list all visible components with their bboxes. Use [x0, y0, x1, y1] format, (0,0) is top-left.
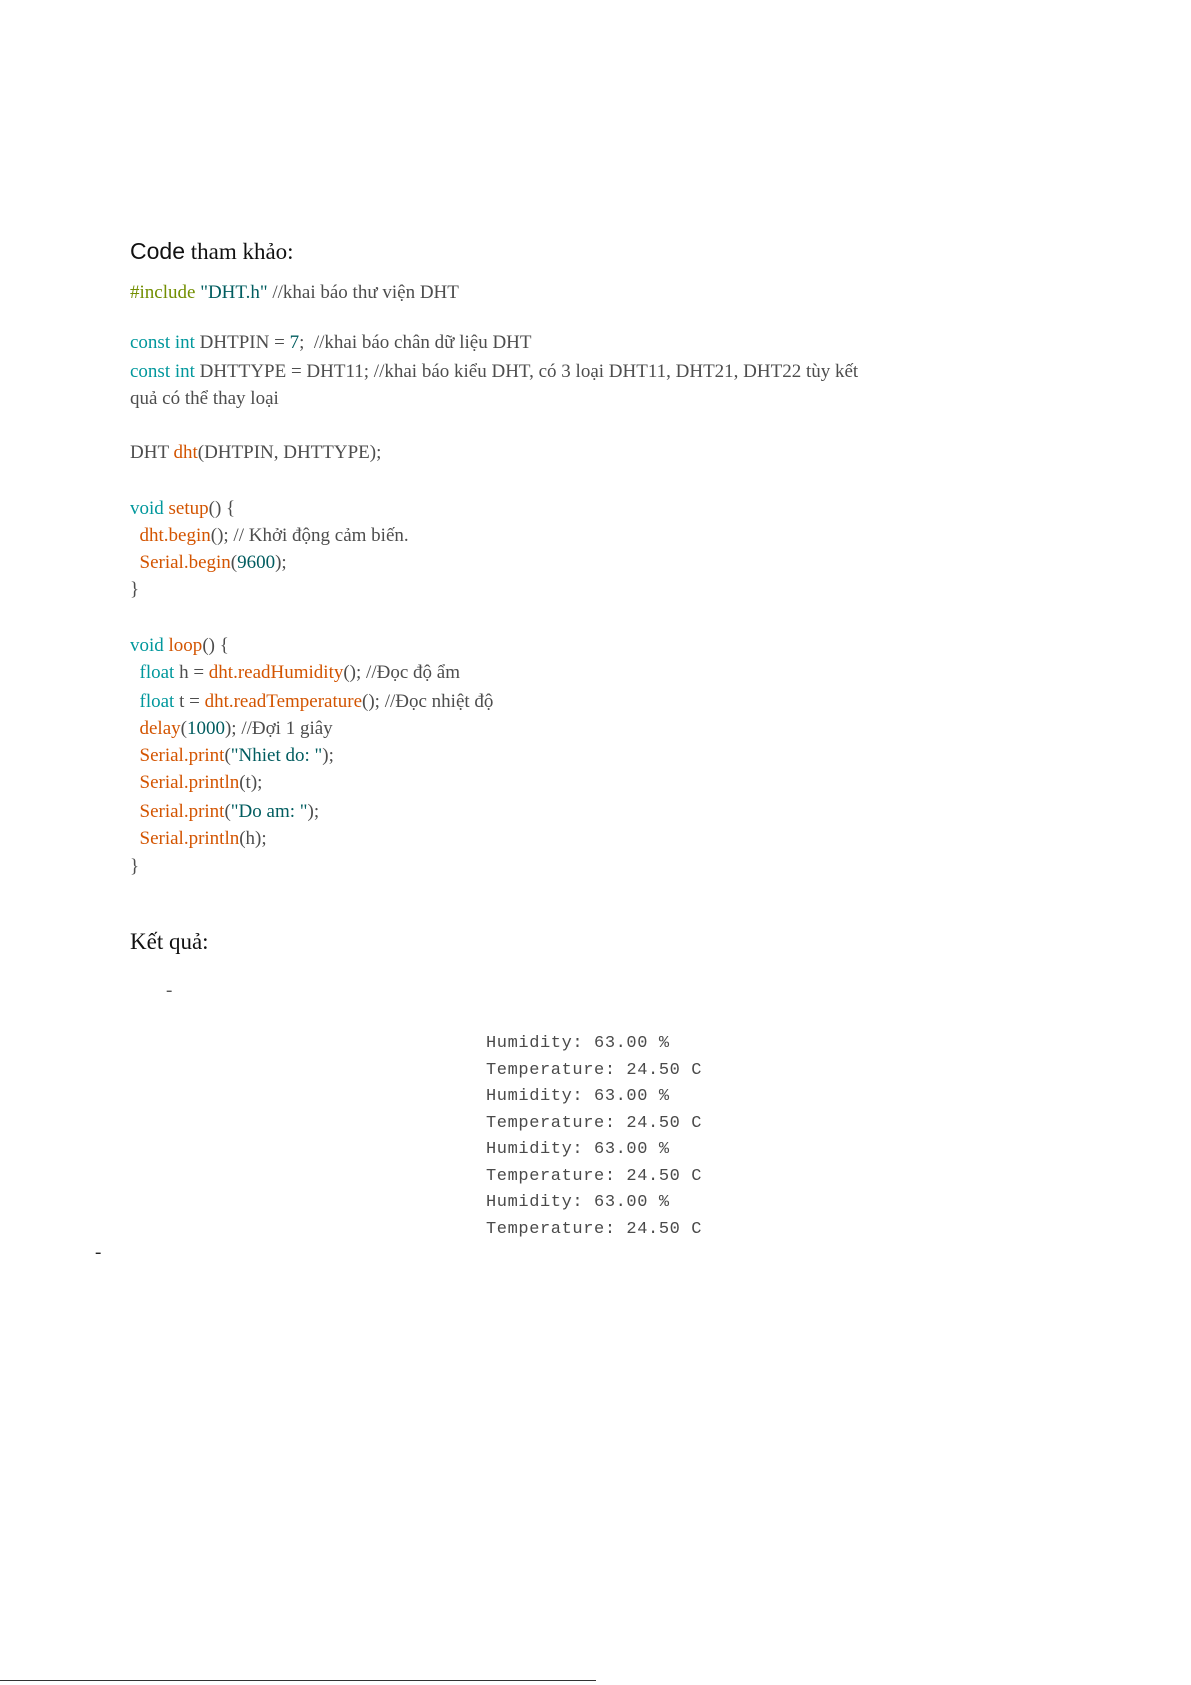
code-line-setup-close: }: [130, 579, 140, 600]
token-text: () {: [208, 498, 236, 519]
code-heading-serif: tham khảo:: [184, 239, 294, 264]
token-indent: [130, 662, 140, 683]
code-line-loop-3: [130, 719, 333, 738]
token-comment: //khai báo thư viện DHT: [267, 282, 459, 303]
token-function: Serial.begin: [139, 552, 231, 573]
token-string: "Nhiet do: ": [230, 745, 323, 766]
token-function: loop: [168, 635, 203, 656]
token-function: Serial.print: [139, 745, 225, 766]
token-function: dht.begin: [139, 525, 211, 546]
code-line-dht-decl: [130, 443, 381, 462]
token-keyword: float: [139, 691, 175, 712]
token-function: Serial.println: [139, 772, 240, 793]
token-number: 7: [289, 332, 300, 353]
serial-line: Temperature: 24.50 C: [486, 1167, 703, 1186]
token-function: Serial.println: [139, 828, 240, 849]
footer-divider: [0, 1680, 596, 1681]
token-text: t =: [174, 691, 205, 712]
token-text: ; //khai báo chân dữ liệu DHT: [299, 332, 532, 353]
token-indent: [130, 718, 140, 739]
token-text: );: [275, 552, 287, 573]
token-keyword: float: [139, 662, 175, 683]
code-heading: [130, 238, 294, 265]
token-text: DHTPIN =: [194, 332, 290, 353]
token-indent: [130, 801, 140, 822]
code-line-loop-sig: [130, 636, 229, 655]
token-text: );: [307, 801, 320, 822]
token-text: (: [224, 745, 231, 766]
token-indent: [130, 745, 140, 766]
token-text: (h);: [239, 828, 267, 849]
code-line-type-wrap: quả có thể thay loại: [130, 388, 279, 409]
token-text: (); //Đọc độ ẩm: [343, 662, 460, 683]
token-number: 1000: [186, 718, 225, 739]
token-indent: [130, 772, 140, 793]
code-heading-sans: Code: [130, 238, 185, 264]
code-line-loop-close: }: [130, 856, 140, 877]
token-indent: [130, 691, 140, 712]
token-function: dht.readHumidity: [208, 662, 344, 683]
token-indent: [130, 525, 140, 546]
bullet-dash: -: [166, 980, 173, 1001]
serial-line: Humidity: 63.00 %: [486, 1087, 670, 1106]
code-line-type: [130, 362, 858, 381]
code-line-loop-1: [130, 663, 460, 682]
token-text: (); //Đọc nhiệt độ: [362, 691, 494, 712]
token-text: DHT: [130, 442, 174, 463]
left-dash: -: [95, 1242, 102, 1263]
token-text: (: [230, 552, 238, 573]
token-keyword: void: [130, 498, 164, 519]
code-line-loop-7: [130, 829, 267, 848]
token-keyword: const int: [130, 332, 195, 353]
serial-line: Temperature: 24.50 C: [486, 1114, 703, 1133]
token-text: (: [224, 801, 231, 822]
token-number: 9600: [237, 552, 276, 573]
token-text: DHTTYPE = DHT11; //khai báo kiểu DHT, có 3 loại DHT11, DHT21, DHT22 tùy kết: [194, 361, 859, 382]
code-line-loop-5: [130, 773, 262, 792]
token-text: (t);: [239, 772, 263, 793]
token-function: Serial.print: [139, 801, 225, 822]
token-keyword: const int: [130, 361, 195, 382]
token-text: () {: [202, 635, 229, 656]
token-text: (); // Khởi động cảm biến.: [210, 525, 409, 546]
token-text: ); //Đợi 1 giây: [224, 718, 333, 739]
token-text: );: [322, 745, 334, 766]
token-text: (: [180, 718, 187, 739]
result-heading: Kết quả:: [130, 929, 209, 954]
token-keyword: void: [130, 635, 164, 656]
code-line-loop-2: [130, 692, 493, 711]
serial-line: Humidity: 63.00 %: [486, 1034, 670, 1053]
token-function: dht.readTemperature: [204, 691, 363, 712]
code-line-setup-sig: [130, 499, 235, 518]
token-text: h =: [174, 662, 209, 683]
code-line-include: [130, 283, 459, 302]
token-string: "Do am: ": [230, 801, 308, 822]
token-function: dht: [173, 442, 198, 463]
token-text: (DHTPIN, DHTTYPE);: [197, 442, 382, 463]
code-line-setup-1: [130, 526, 409, 545]
serial-line: Temperature: 24.50 C: [486, 1061, 703, 1080]
code-line-pin: [130, 333, 532, 352]
serial-line: Temperature: 24.50 C: [486, 1220, 703, 1239]
token-function: delay: [139, 718, 181, 739]
serial-line: Humidity: 63.00 %: [486, 1193, 670, 1212]
code-line-loop-6: [130, 802, 319, 821]
token-string: "DHT.h": [200, 282, 268, 303]
code-line-loop-4: [130, 746, 334, 765]
serial-line: Humidity: 63.00 %: [486, 1140, 670, 1159]
token-indent: [130, 828, 140, 849]
code-line-setup-2: [130, 553, 287, 572]
token-directive: #include: [130, 282, 196, 303]
token-function: setup: [168, 498, 209, 519]
token-indent: [130, 552, 140, 573]
